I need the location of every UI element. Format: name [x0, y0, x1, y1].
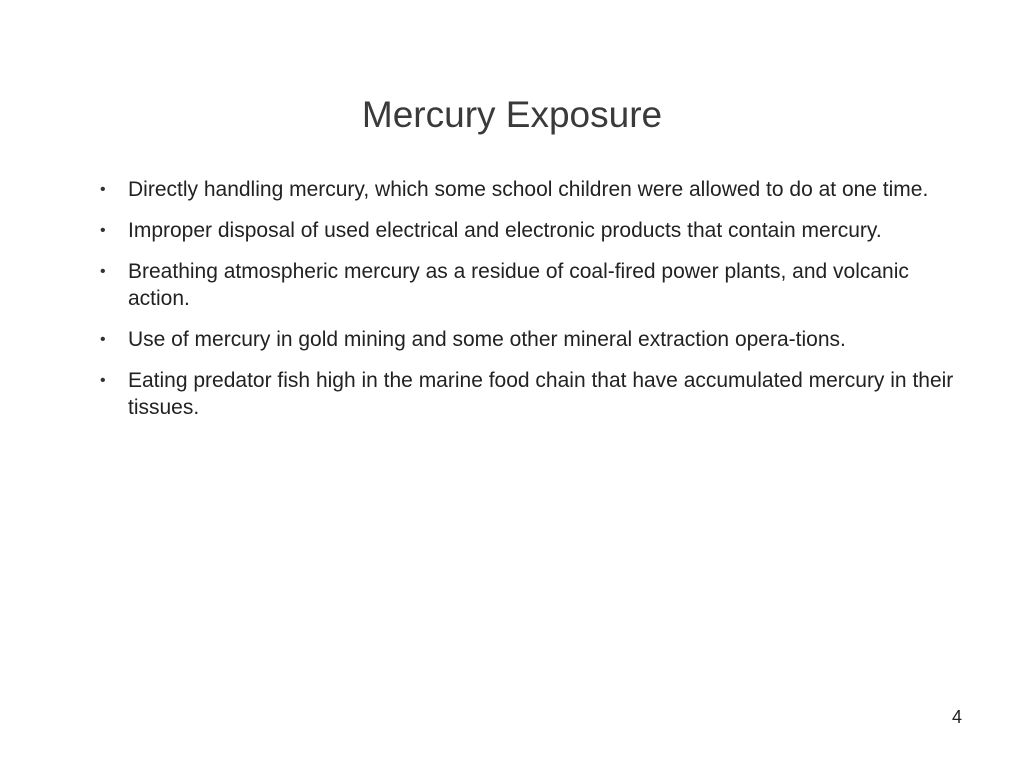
bullet-item [100, 326, 960, 353]
bullet-item [100, 258, 960, 312]
bullet-icon: • [100, 331, 106, 348]
slide-title: Mercury Exposure [361, 94, 663, 135]
bullet-text: Use of mercury in gold mining and some other mineral extraction opera-tions. [128, 328, 846, 351]
bullet-item [100, 367, 960, 421]
bullet-text: Eating predator fish high in the marine food chain that have accumulated mercury in their tissues. [128, 369, 954, 419]
bullet-icon: • [100, 222, 106, 239]
bullet-text: Breathing atmospheric mercury as a residue of coal-fired power plants, and volcanic action. [128, 260, 909, 310]
bullet-text: Directly handling mercury, which some school children were allowed to do at one time. [128, 178, 929, 201]
bullet-icon: • [100, 372, 106, 389]
page-number: 4 [951, 707, 962, 727]
bullet-item [100, 176, 960, 203]
bullet-item [100, 217, 960, 244]
bullet-icon: • [100, 263, 106, 280]
bullet-icon: • [100, 181, 106, 198]
bullet-text: Improper disposal of used electrical and electronic products that contain mercury. [128, 219, 882, 242]
bullet-list [100, 176, 960, 435]
